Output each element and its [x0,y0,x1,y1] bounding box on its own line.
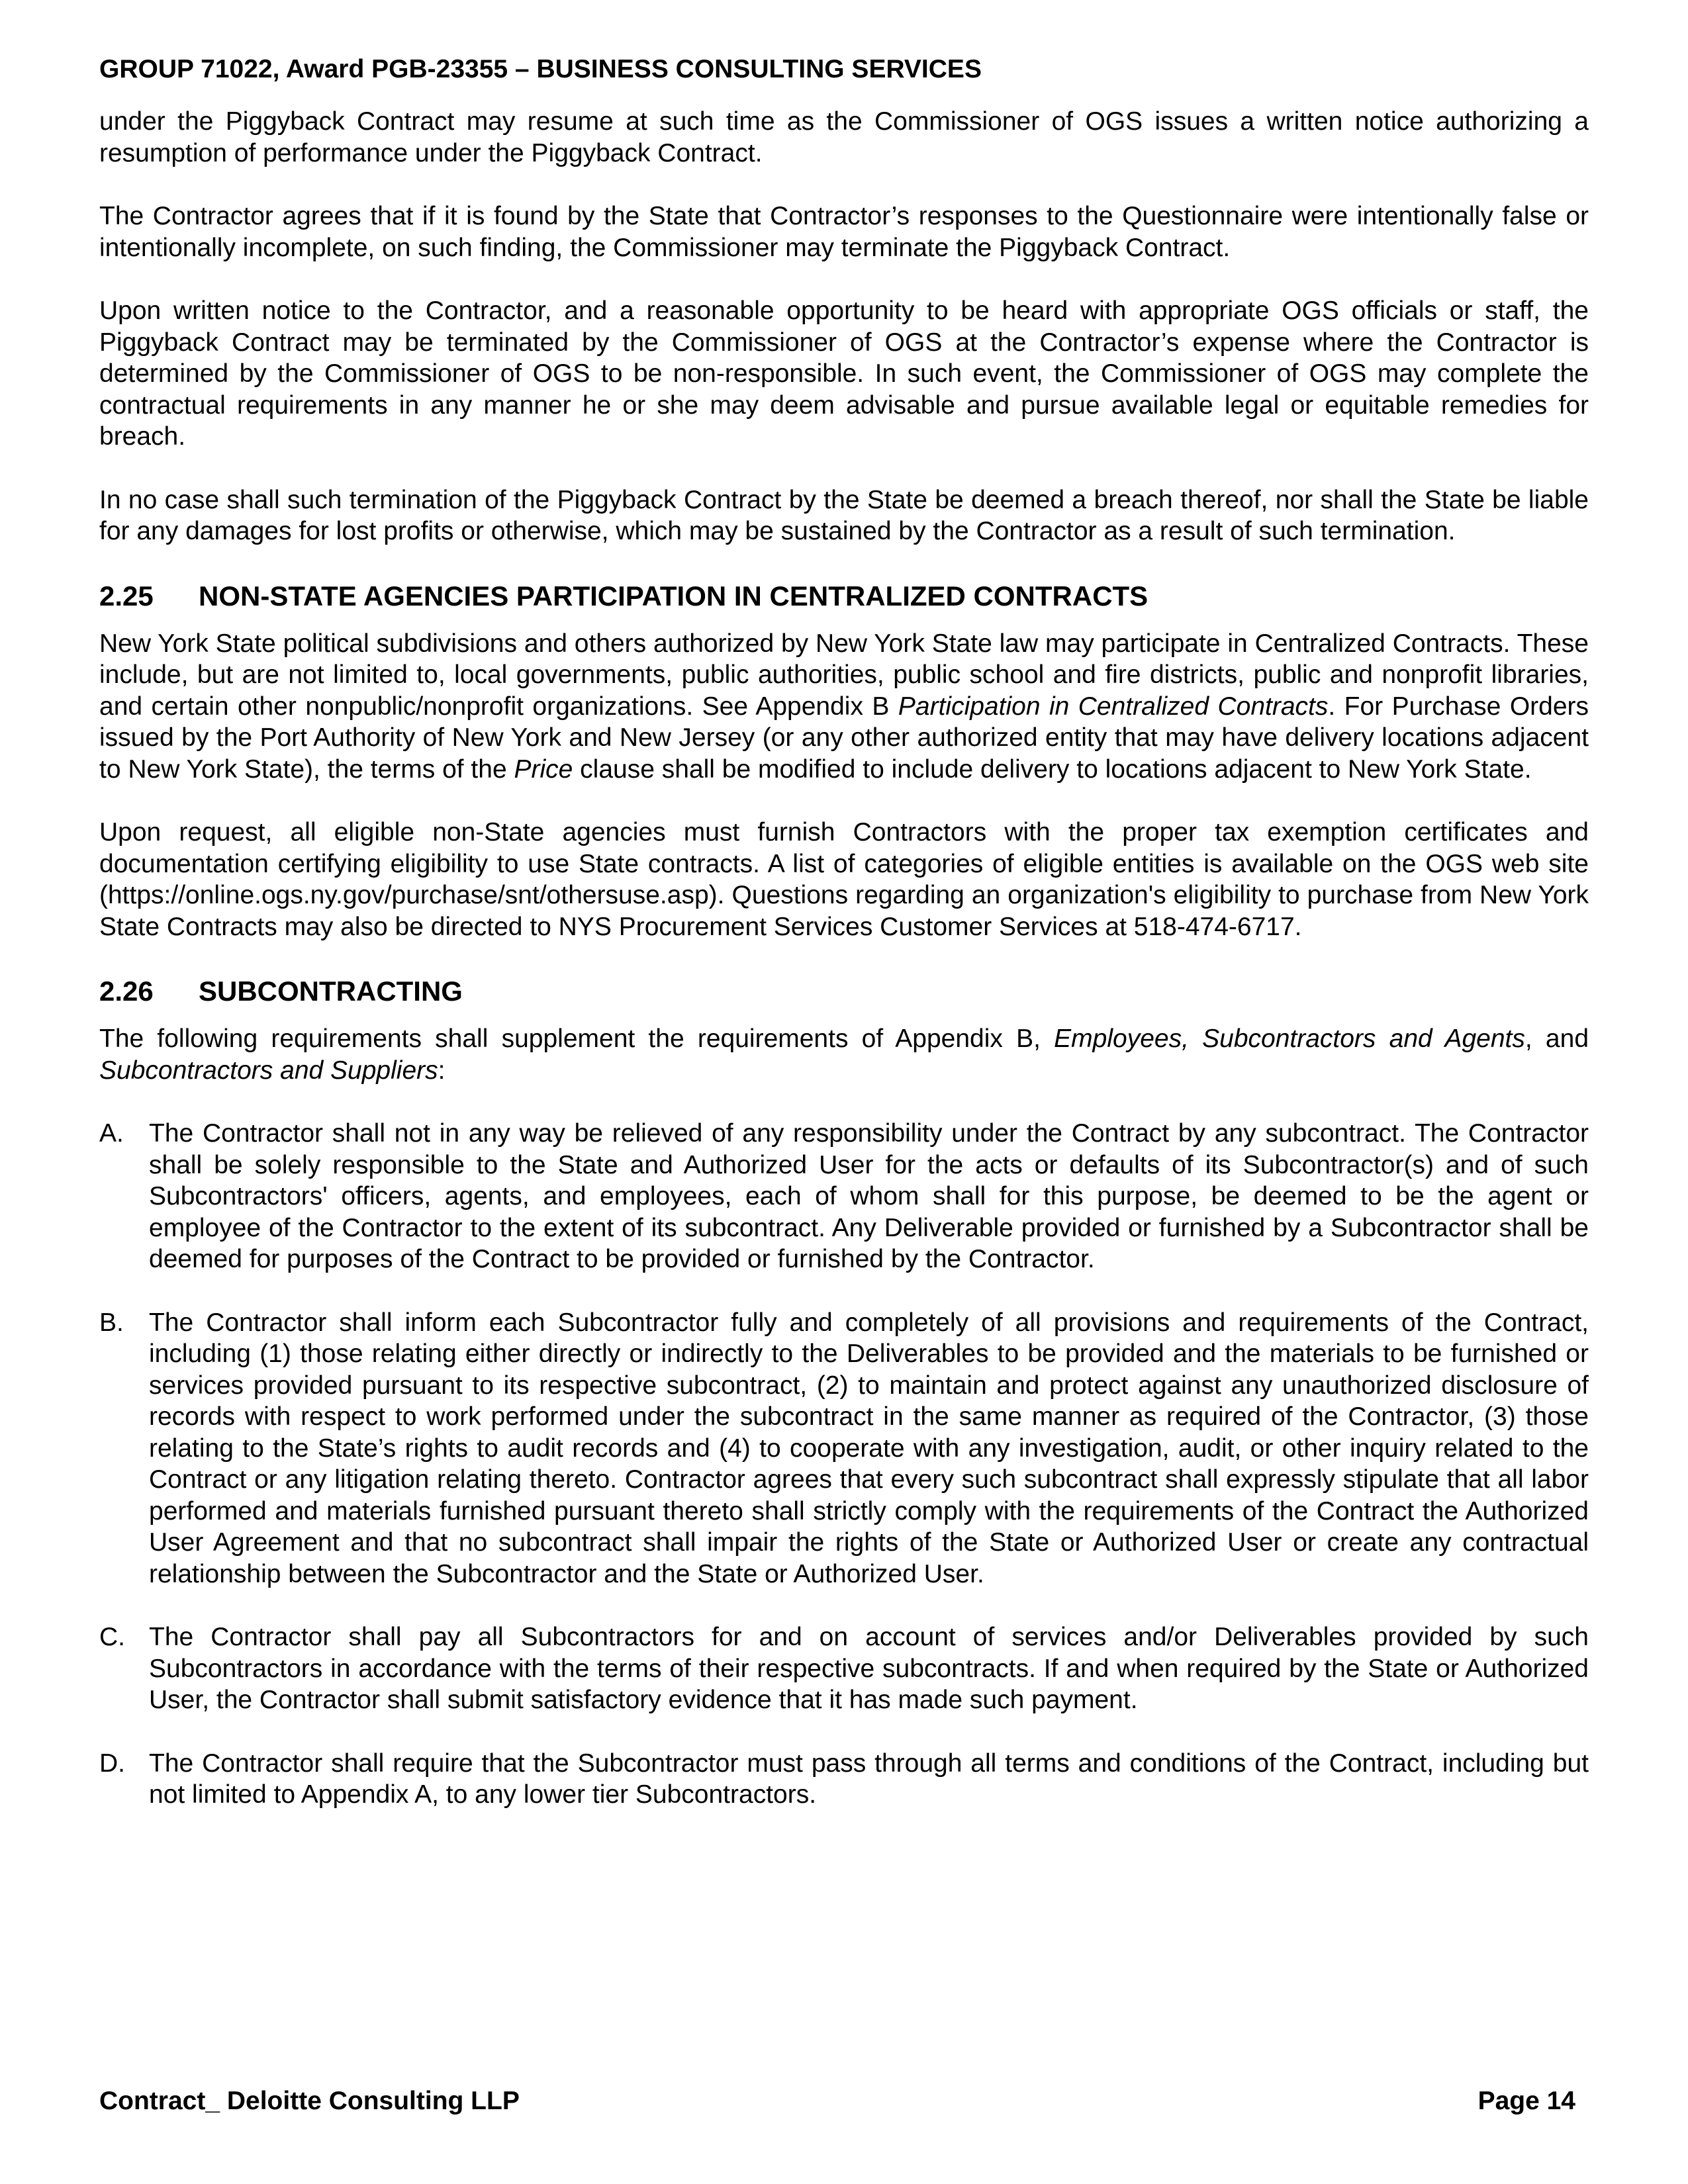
text-run: . For Purchase Orders issued by the Port Authority of New York and New Jersey (or any other authorized entity that may have delivery locations adjacent to New York State), the terms of the [99,692,1589,784]
paragraph-non-responsible: Upon written notice to the Contractor, and a reasonable opportunity to be heard with appropriate OGS officials or staff, the Piggyback Contract may be terminated by the Commissioner of OGS at the Contractor’s expense where the Contractor is determined by the Commissioner of OGS to be non-responsible. In such event, the Commissioner of OGS may complete the contractual requirements in any manner he or she may deem advisable and pursue available legal or equitable remedies for breach. [99,296,1589,451]
section-heading-2-26 [99,974,1589,1009]
footer-contract-label: Contract_ Deloitte Consulting LLP [99,2087,520,2115]
text-run: The following requirements shall supplement the requirements of Appendix B, [99,1024,1055,1053]
list-marker: C. [99,1623,125,1651]
text-run: , and [1524,1024,1589,1053]
paragraph-no-breach: In no case shall such termination of the Piggyback Contract by the State be deemed a breach thereof, nor shall the State be liable for any damages for lost profits or otherwise, which may be sustained by the Contractor as a result of such termination. [99,485,1589,545]
document-footer [99,2085,1589,2118]
text-run: clause shall be modified to include delivery to locations adjacent to New York State. [573,754,1532,784]
section-number: 2.25 [99,580,154,612]
section-title: NON-STATE AGENCIES PARTICIPATION IN CENTRALIZED CONTRACTS [199,580,1149,612]
section-heading-2-25 [99,579,1589,614]
list-item-a [99,1118,1589,1275]
list-marker: D. [99,1749,125,1778]
list-item-d [99,1748,1589,1811]
list-text: The Contractor shall pay all Subcontractors for and on account of services and/or Deliverables provided by such Subcontractors in accordance with the terms of their respective subcontracts. If and when required by the State or Authorized User, the Contractor shall submit satisfactory evidence that it has made such payment. [149,1623,1589,1714]
list-item-b [99,1307,1589,1590]
list-marker: A. [99,1119,124,1148]
list-item-c [99,1621,1589,1716]
section-title: SUBCONTRACTING [199,976,463,1007]
list-text: The Contractor shall not in any way be relieved of any responsibility under the Contract by any subcontract. The Contractor shall be solely responsible to the State and Authorized User for the acts or defaults of its Subcontractor(s) and of such Subcontractors' officers, agents, and employees, each of whom shall for this purpose, be deemed to be the agent or employee of the Contractor to the extent of its subcontract. Any Deliverable provided or furnished by a Subcontractor shall be deemed for purposes of the Contract to be provided or furnished by the Contractor. [149,1119,1589,1273]
document-page [99,53,1589,1843]
italic-reference: Price [514,754,573,784]
list-text: The Contractor shall require that the Subcontractor must pass through all terms and conditions of the Contract, including but not limited to Appendix A, to any lower tier Subcontractors. [149,1749,1589,1809]
section-number: 2.26 [99,976,154,1007]
text-run: : [438,1056,445,1085]
list-text: The Contractor shall inform each Subcontractor fully and completely of all provisions and requirements of the Contract, including (1) those relating either directly or indirectly to the Deliverables to be provided and the materials to be furnished or services provided pursuant to its respective subcontract, (2) to maintain and protect against any unauthorized disclosure of records with respect to work performed under the subcontract in the same manner as required of the Contractor, (3) those relating to the State’s rights to audit records and (4) to cooperate with any investigation, audit, or other inquiry related to the Contract or any litigation relating thereto. Contractor agrees that every such subcontract shall expressly stipulate that all labor performed and materials furnished pursuant thereto shall strictly comply with the requirements of the Contract the Authorized User Agreement and that no subcontract shall impair the rights of the State or Authorized User or create any contractual relationship between the Subcontractor and the State or Authorized User. [149,1308,1589,1588]
paragraph-subcontracting-intro [99,1023,1589,1086]
page-number: Page 14 [1477,2087,1575,2115]
paragraph-resumption: under the Piggyback Contract may resume at such time as the Commissioner of OGS issues a written notice authorizing a resumption of performance under the Piggyback Contract. [99,107,1589,167]
paragraph-tax-exemption: Upon request, all eligible non-State agencies must furnish Contractors with the proper tax exemption certificates and documentation certifying eligibility to use State contracts. A list of categories of eligible entities is available on the OGS web site (https://online.ogs.ny.gov/purchase/snt/othersuse.asp). Questions regarding an organization's eligibility to purchase from New York State Contracts may also be directed to NYS Procurement Services Customer Services at 518-474-6717. [99,818,1589,941]
paragraph-non-state-participation [99,628,1589,786]
list-marker: B. [99,1308,124,1337]
italic-reference: Employees, Subcontractors and Agents [1054,1024,1525,1053]
paragraph-questionnaire: The Contractor agrees that if it is found by the State that Contractor’s responses to the Questionnaire were intentionally false or intentionally incomplete, on such finding, the Commissioner may terminate the Piggyback Contract. [99,202,1589,262]
italic-reference: Participation in Centralized Contracts [898,692,1329,721]
document-header: GROUP 71022, Award PGB-23355 – BUSINESS CONSULTING SERVICES [99,55,982,83]
italic-reference: Subcontractors and Suppliers [99,1056,438,1085]
text-run: New York State political subdivisions and others authorized by New York State law may participate in Centralized Contracts. These include, but are not limited to, local governments, public authorities, public school and fire districts, public and nonprofit libraries, and certain other nonpublic/nonprofit organizations. See Appendix B [99,629,1589,721]
